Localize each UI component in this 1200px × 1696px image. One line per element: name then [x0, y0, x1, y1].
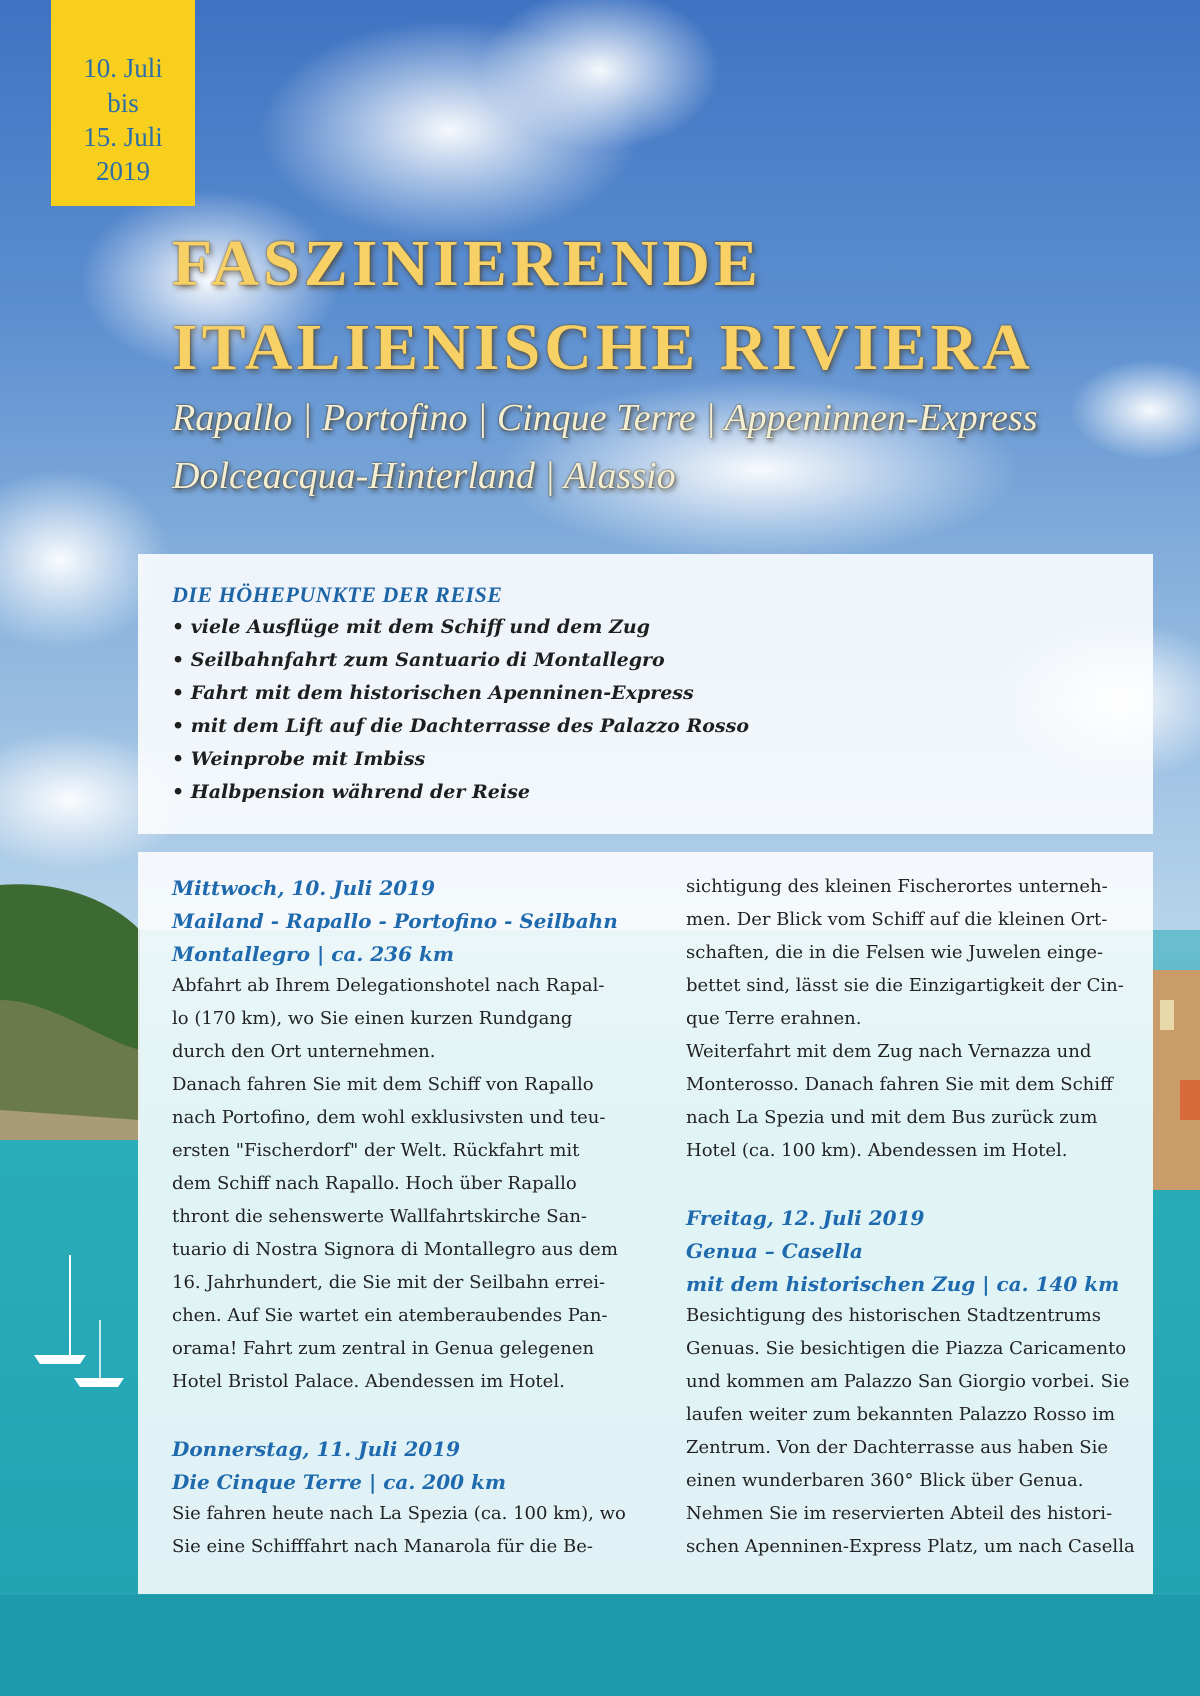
- badge-line: 2019: [96, 156, 150, 186]
- highlights-heading: DIE HÖHEPUNKTE DER REISE: [172, 582, 503, 607]
- day-route: Mailand - Rapallo - Portofino - Seilbahn: [172, 909, 618, 933]
- badge-line: 10. Juli: [83, 53, 163, 83]
- highlight-item: • mit dem Lift auf die Dachterrasse des Palazzo Rosso: [172, 715, 749, 737]
- text-line: schen Apenninen-Express Platz, um nach Casella: [686, 1536, 1135, 1557]
- itinerary-panel: [138, 852, 1153, 1594]
- text-line: nach La Spezia und mit dem Bus zurück zum: [686, 1107, 1098, 1128]
- text-line: nach Portofino, dem wohl exklusivsten und teu-: [172, 1107, 606, 1128]
- text-line: Sie eine Schifffahrt nach Manarola für die Be-: [172, 1536, 593, 1557]
- highlight-item: • Seilbahnfahrt zum Santuario di Montallegro: [172, 649, 665, 671]
- text-line: ersten "Fischerdorf" der Welt. Rückfahrt mit: [172, 1140, 580, 1161]
- highlight-item: • viele Ausflüge mit dem Schiff und dem Zug: [172, 616, 650, 638]
- text-line: Weiterfahrt mit dem Zug nach Vernazza und: [686, 1041, 1092, 1062]
- highlight-item: • Halbpension während der Reise: [172, 781, 530, 803]
- text-line: Hotel Bristol Palace. Abendessen im Hotel.: [172, 1371, 565, 1392]
- highlight-item: • Fahrt mit dem historischen Apenninen-Express: [172, 682, 694, 704]
- text-line: durch den Ort unternehmen.: [172, 1041, 436, 1062]
- day-heading: Freitag, 12. Juli 2019: [686, 1206, 925, 1230]
- day-heading: Donnerstag, 11. Juli 2019: [172, 1437, 460, 1461]
- text-line: chen. Auf Sie wartet ein atemberaubendes Pan-: [172, 1305, 608, 1326]
- text-line: schaften, die in die Felsen wie Juwelen einge-: [686, 942, 1104, 963]
- badge-line: 15. Juli: [83, 122, 163, 152]
- text-line: einen wunderbaren 360° Blick über Genua.: [686, 1470, 1084, 1491]
- text-line: thront die sehenswerte Wallfahrtskirche San-: [172, 1206, 588, 1227]
- text-line: Danach fahren Sie mit dem Schiff von Rapallo: [172, 1074, 594, 1095]
- text-line: bettet sind, lässt sie die Einzigartigkeit der Cin-: [686, 975, 1124, 996]
- day-heading: Mittwoch, 10. Juli 2019: [172, 876, 435, 900]
- text-line: Monterosso. Danach fahren Sie mit dem Schiff: [686, 1074, 1113, 1095]
- highlights-panel: [138, 554, 1153, 834]
- page-title-line-2: ITALIENISCHE RIVIERA: [172, 311, 1034, 384]
- subtitle-line-2: Dolceacqua-Hinterland | Alassio: [172, 455, 676, 497]
- text-line: Genuas. Sie besichtigen die Piazza Caricamento: [686, 1338, 1127, 1359]
- text-line: Abfahrt ab Ihrem Delegationshotel nach Rapal-: [172, 975, 605, 996]
- date-badge: [51, 0, 195, 206]
- text-line: tuario di Nostra Signora di Montallegro aus dem: [172, 1239, 618, 1260]
- text-line: Sie fahren heute nach La Spezia (ca. 100 km), wo: [172, 1503, 626, 1524]
- text-line: und kommen am Palazzo San Giorgio vorbei. Sie: [686, 1371, 1130, 1392]
- text-line: sichtigung des kleinen Fischerortes unterneh-: [686, 876, 1108, 897]
- highlight-item: • Weinprobe mit Imbiss: [172, 748, 426, 770]
- day-route: Genua – Casella: [686, 1239, 863, 1263]
- badge-line: bis: [107, 88, 139, 118]
- text-line: orama! Fahrt zum zentral in Genua gelegenen: [172, 1338, 595, 1359]
- subtitle-line-1: Rapallo | Portofino | Cinque Terre | Appeninnen-Express: [172, 397, 1038, 439]
- text-line: dem Schiff nach Rapallo. Hoch über Rapallo: [172, 1173, 577, 1194]
- day-route: Die Cinque Terre | ca. 200 km: [172, 1470, 507, 1494]
- text-line: Besichtigung des historischen Stadtzentrums: [686, 1305, 1102, 1326]
- text-line: 16. Jahrhundert, die Sie mit der Seilbahn errei-: [172, 1272, 606, 1293]
- day-route: mit dem historischen Zug | ca. 140 km: [686, 1272, 1120, 1296]
- text-line: Zentrum. Von der Dachterrasse aus haben Sie: [686, 1437, 1109, 1458]
- text-line: que Terre erahnen.: [686, 1008, 862, 1029]
- text-line: lo (170 km), wo Sie einen kurzen Rundgang: [172, 1008, 573, 1029]
- text-line: men. Der Blick vom Schiff auf die kleinen Ort-: [686, 909, 1108, 930]
- text-line: Nehmen Sie im reservierten Abteil des histori-: [686, 1503, 1113, 1524]
- text-line: laufen weiter zum bekannten Palazzo Rosso im: [686, 1404, 1116, 1425]
- text-line: Hotel (ca. 100 km). Abendessen im Hotel.: [686, 1140, 1068, 1161]
- day-route: Montallegro | ca. 236 km: [172, 942, 454, 966]
- page-title-line-1: FASZINIERENDE: [172, 227, 762, 300]
